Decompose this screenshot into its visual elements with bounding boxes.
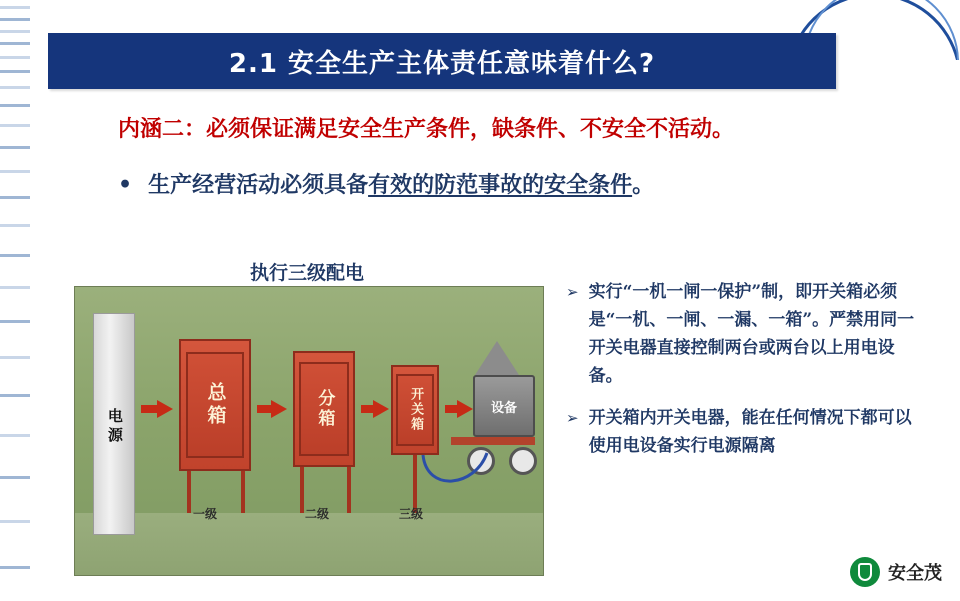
shield-logo-icon [850,557,880,587]
equipment-frame [451,437,535,445]
slide-title-bar [48,33,836,89]
power-source-column [93,313,135,535]
switch-box [391,365,439,455]
distribution-box-main-label: 总箱 [204,381,227,428]
equipment-label: 设备 [490,400,517,416]
flow-arrow-1-stem [141,405,157,413]
watermark-text: 安全茂 [888,563,942,584]
equipment-body [473,375,535,437]
list-item-text: 开关箱内开关电器，能在任何情况下都可以使用电设备实行电源隔离 [588,408,912,456]
heading-red-text: 内涵二：必须保证满足安全生产条件，缺条件、不安全不活动。 [118,116,735,142]
diagram-floor [75,513,543,575]
equipment-wheel-right [509,447,537,475]
distribution-box-main [179,339,251,471]
box-sub-leg-right [347,467,351,513]
flow-arrow-4-head [457,400,473,418]
flow-arrow-1-head [157,400,173,418]
bullet-text-underlined: 有效的防范事故的安全条件 [368,172,633,198]
list-item [566,404,926,460]
right-bullet-list [566,278,926,474]
flow-arrow-2-head [271,400,287,418]
distribution-box-sub [293,351,355,467]
distribution-box-sub-label: 分箱 [314,389,335,429]
power-source-label: 电源 [105,408,124,446]
list-item-text: 实行“一机一闸一保护”制，即开关箱必须是“一机、一闸、一漏、一箱”。严禁用同一开关电器直接控制两台或两台以上用电设备。 [588,282,915,386]
equipment-wheel-left [467,447,495,475]
flow-arrow-3-stem [361,405,373,413]
box-sub-leg-left [300,467,304,513]
diagram-caption: 执行三级配电 [250,262,365,284]
arrow-bullet-icon: ➢ [566,283,579,301]
list-item [566,278,926,390]
box-main-leg-left [187,471,191,513]
level-label-2: 二级 [305,507,330,521]
flow-arrow-4-stem [445,405,457,413]
equipment-hopper [475,341,519,375]
left-decorative-stripes [0,0,30,601]
bullet-marker-icon: • [118,172,133,198]
distribution-box-sub-inner [299,362,348,456]
level-label-1: 一级 [193,507,218,521]
switch-box-label: 开关箱 [408,387,424,433]
bullet-text-before: 生产经营活动必须具备 [148,172,369,198]
bullet-text-after: 。 [632,172,655,198]
watermark [850,557,942,587]
switch-box-inner [396,374,434,447]
arrow-bullet-icon: ➢ [566,409,579,427]
level-label-3: 三级 [399,507,424,521]
bullet-line [118,168,654,199]
box-main-leg-right [241,471,245,513]
page-title: 2.1 安全生产主体责任意味着什么? [228,48,656,79]
distribution-box-main-inner [186,352,243,458]
three-level-distribution-diagram [74,286,544,576]
flow-arrow-2-stem [257,405,271,413]
flow-arrow-3-head [373,400,389,418]
